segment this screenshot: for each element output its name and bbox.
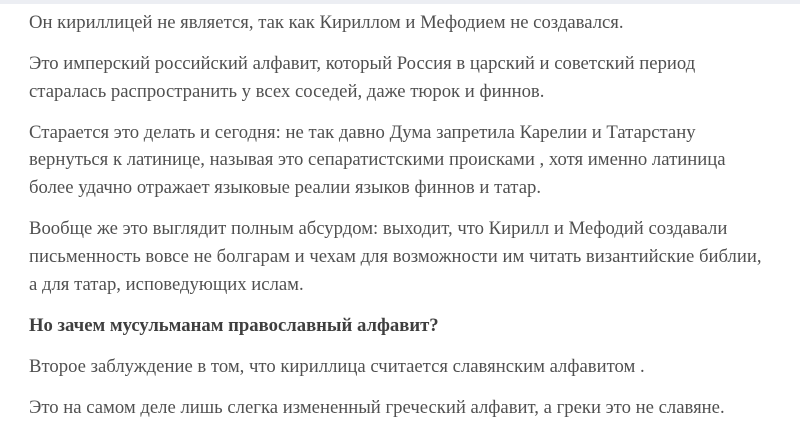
paragraph-second-misconception: Второе заблуждение в том, что кириллица считается славянским алфавитом . <box>29 355 645 377</box>
paragraph-greek-alphabet: Это на самом деле лишь слегка измененный греческий алфавит, а греки это не славяне. <box>29 396 725 418</box>
article-body <box>29 9 774 435</box>
paragraph-question-heading: Но зачем мусульманам православный алфавит? <box>29 314 439 336</box>
paragraph-absurdity: Вообще же это выглядит полным абсурдом: выходит, что Кирилл и Мефодий создавали письменность вовсе не болгарам и чехам для возможности им читать византийские библии, а для татар, исповедующих ислам. <box>29 218 762 295</box>
paragraph-not-cyrillic: Он кириллицей не является, так как Кириллом и Мефодием не создавался. <box>29 12 624 33</box>
paragraph-imperial-alphabet: Это имперский российский алфавит, который Россия в царский и советский период старалась распространить у всех соседей, даже тюрок и финнов. <box>29 53 696 102</box>
paragraph-latin-ban: Старается это делать и сегодня: не так давно Дума запретила Карелии и Татарстану вернуться к латинице, называя это сепаратистскими происками , хотя именно латиница более удачно отражает языковые реалии языков финнов и татар. <box>29 121 726 199</box>
top-divider <box>0 0 800 4</box>
